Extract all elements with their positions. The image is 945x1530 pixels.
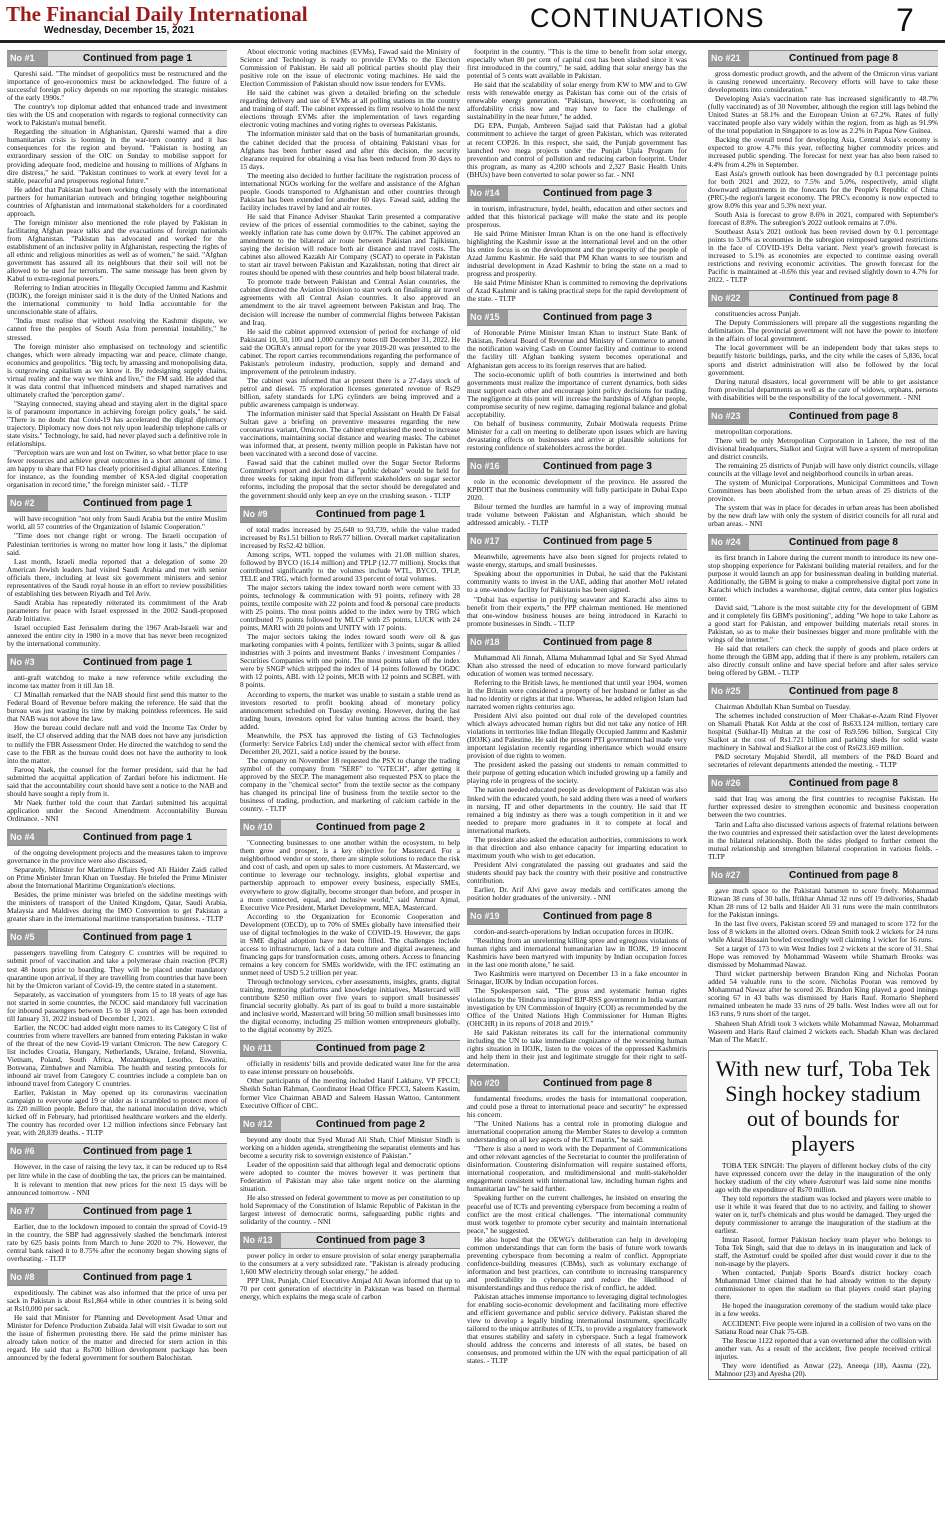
article-paragraph: Earlier, Pakistan in May opened up its coronavirus vaccination campaign to everyone aged 19 or older as it scrambled to protect more of its 220 million people. Before that, the national inoculation drive, which kicked off in February, had prioritised healthcare workers and the elderly. The country has recorded over 1.2 million infections since February last year, with 28,839 deaths. - TLTP (7, 1088, 227, 1138)
continued-from-label: Continued from page 1 (48, 1144, 227, 1159)
article-paragraph: Separately, as vaccination of youngsters from 15 to 18 years of age has not started in some countries, the NCOC said mandatory full vaccination for inbound passengers between 15 to 18 years of age has been extended till January 31, 2022 instead of December 1, 2021. (7, 989, 227, 1023)
article-paragraph: Regarding the situation in Afghanistan, Qureshi warned that a dire humanitarian crisis is looming in the war-torn country and it has consequences for the region and beyond. "Pakistan is hosting an extraordinary session of the OIC on Sunday to mobilise support for providing adequate food, medicine and housing to millions of Afghans in dire distress," he said. "Pakistan continues to work at every level for a stable, peaceful and prosperous regional future." (7, 127, 227, 185)
article-paragraph: of Honorable Prime Minister Imran Khan to instruct State Bank of Pakistan, Federal Board of Revenue and Ministry of Commerce to amend the notification waiving Cash on Counter facility and continue to extend the facility till Afghan banking system becomes operational and Afghanistan gets access to its foreign reserves that are halted. (467, 328, 687, 370)
continued-from-label: Continued from page 1 (48, 655, 227, 670)
article-paragraph: "Dubai has expertise in purifying seawater and Karachi also aims to benefit from their experts," the PPP chairman mentioned. He mentioned that one-window business houses are being introduced in Karachi to promote businesses in Sindh. - TLTP (467, 594, 687, 628)
continuation-article (467, 1075, 687, 1366)
article-paragraph: The system of Municipal Corporations, Municipal Committees and Town Committees has been abolished from the urban areas of 25 districts of the province. (708, 478, 938, 504)
article-paragraph: Referring to the British laws, he mentioned that until year 1904, women in the Britain were considered a property of her husband or father as she had no identity or rights at that time. Whereas, he added religion Islam had narrated women rights centuries ago. (467, 677, 687, 711)
continuation-header (7, 1143, 227, 1160)
continued-from-label: Continued from page 3 (508, 459, 687, 474)
masthead (0, 0, 945, 40)
continued-from-label: Continued from page 8 (749, 776, 938, 791)
feature-headline: With new turf, Toba Tek Singh hockey stadium out of bounds for players (715, 1055, 931, 1156)
continued-from-label: Continued from page 1 (281, 507, 460, 522)
continuation-article (7, 1203, 227, 1263)
column-1 (7, 48, 227, 1526)
column-3 (467, 48, 687, 1526)
article-number: No #14 (467, 186, 508, 201)
continuation-article (7, 1269, 227, 1362)
article-paragraph: The cabinet was informed that at present there is a 27-days stock of petrol and diesel. 75 exploration licenses generated revenue of Rs29 billion, safety standards for LPG cylinders are being improved and a public awareness campaign is underway. (240, 375, 460, 410)
continuation-header (240, 1116, 460, 1133)
continued-from-label: Continued from page 2 (281, 820, 460, 835)
continued-from-label: Continued from page 3 (508, 186, 687, 201)
continuation-article (240, 48, 460, 500)
masthead-rule (0, 40, 945, 43)
article-number: No #25 (708, 684, 749, 699)
article-number: No #16 (467, 459, 508, 474)
article-paragraph: The schemes included construction of Meer Chakar-e-Azam Rind Flyover on Shamali Phatak Kot Adda at the cost of Rs633.124 million, tertiary care hospital (Sukhar-II) Multan at the cost of Rs9.596 billion, Surgical City Sialkot at the cost of Rs1.721 billion and parking sheds for solid waste machinery in Sahiwal and Sialkot at the cost of Rs623.169 million. (708, 711, 938, 753)
article-paragraph: "The United Nations has a central role in promoting dialogue and international cooperation among the Member States to develop a common understanding on all key aspects of the ICT matrix," he said. (467, 1119, 687, 1145)
article-paragraph: The major sectors taking the index toward north were cement with 33 points, technology & communication with 91 points, refinery with 28 points, textile composite with 22 points and food & personal care products with 25 points. The most points added to the index were by TRG which contributed 75 points followed by MLCF with 25 points, LUCK with 24 points, MARI with 20 points and UNITY with 17 points. (240, 582, 460, 633)
article-number: No #24 (708, 535, 749, 550)
article-paragraph: PPP Unit, Punjab, Chief Executive Amjad Ali Awan informed that up to 70 per cent generation of electricity in Pakistan was based on thermal energy, which explains the mega scale of carbon (240, 1276, 460, 1302)
article-paragraph: On behalf of business community, Zubair Motiwala requests Prime Minister for a call on meeting to deliberate upon issues which are having devastating effects on businesses and arrive at plausible solutions for restoring confidence of stakeholders across the border. (467, 418, 687, 452)
article-number: No #27 (708, 868, 749, 883)
continuation-article (708, 775, 938, 860)
article-paragraph: CJ Minallah remarked that the NAB should first send this matter to the Federal Board of Revenue before making the reference. He said that the bureau was just wasting its time by making pointless references. He said that NAB was not above the law. (7, 690, 227, 724)
article-paragraph: He said that the scalability of solar energy from KW to MW and to GW rests with renewable energy as Pakistan has come out of the crisis of renewable energy generation. "Pakistan, however, is confronting an affordability crisis now and may have to face the challenge of sustainability in the near future," he added. (467, 80, 687, 122)
continuation-header (7, 495, 227, 512)
continuation-header (7, 1203, 227, 1220)
article-number: No #5 (7, 930, 48, 945)
continuation-header (467, 908, 687, 925)
article-paragraph: Meanwhile, agreements have also been signed for projects related to waste energy, startups, and small businesses. (467, 552, 687, 570)
article-paragraph: The socio-economic uplift of both countries is intertwined and both governments must realize the importance of current dynamics, both sides must support each other and encourage joint policy decisions for trading. The negligence at this point will increase the hardships of Afghan people, compromise security of new regime, damaging regional balance and global acceptability. (467, 369, 687, 419)
article-paragraph: gross domestic product growth, and the advent of the Omicron virus variant is causing renewed uncertainty. Recovery efforts will have to take these developments into consideration." (708, 69, 938, 95)
article-paragraph: Muhammad Ali Jinnah, Allama Muhammad Iqbal and Sir Syed Ahmad Khan also stressed the need of education to move forward particularly education of women was termed necessary. (467, 652, 687, 678)
continuation-article (708, 534, 938, 677)
continuation-header (708, 867, 938, 884)
article-paragraph: How the bureau could declare null and void the Income Tax Order by itself, the CJ observed adding that the NAB does not have any jurisdiction to nullify the FBR Assessment Order. He directed the watchdog to send the case to the FBR as the bureau could does not have the authority to look into the matter. (7, 723, 227, 765)
article-paragraph: According to the Organization for Economic Cooperation and Development (OECD), up to 70% of SMEs globally have intensified their use of digital technologies in the wake of COVID-19. However, the gaps in SME digital adoption have not been filled. The challenges include access to infrastructure, lack of a data culture and digital awareness, and financing gaps for transformation costs, among others. Access to financing remains a key concern for SMEs worldwide, with the IFC estimating an unmet need of USD 5.2 trillion per year. (240, 911, 460, 977)
article-paragraph: fundamental freedoms, erodes the basis for international cooperation, and could pose a threat to international peace and security" he expressed his concern. (467, 1093, 687, 1120)
article-paragraph: East Asia's growth outlook has been downgraded by 0.1 percentage points for both 2021 and 2022, to 7.5% and 5.0%, respectively, amid slight downward adjustments in the forecasts for the People's Republic of China (PRC)-the region's largest economy. The PRC's economy is now expected to grow 8.0% this year and 5.3% next year. (708, 168, 938, 210)
continued-from-label: Continued from page 3 (281, 1233, 460, 1248)
article-paragraph: The company on November 18 requested the PSX to change the trading symbol of the company from "SERF" to "GTECH", after getting it approved by the SECP. The management also requested PSX to place the company in the "chemical sector" from the textile sector as the company has changed its principal line of business from the textile sector to the business of trading, production, and marketing of calcium carbide in the country. - TLTP (240, 755, 460, 814)
article-paragraph: Other participants of the meeting included Hanif Lakhany, VP FPCCI; Sheikh Sultan Rahman, Coordinator Head Office FPCCI, Saleem Kassim, former Vice Chairman ABAD and Saleem Hassan Wattoo, Cantonment Executive Officer of CBC. (240, 1076, 460, 1110)
article-paragraph: The foreign minister also emphasised on technology and scientific changes, which were already impacting war and peace, climate change, economics and geopolitics. "Big tech, by amassing and monopolising data, is outgrowing capitalism as we know it. By redesigning supply chains, virtual reality and the way we think and live," the FM said. He added that it was data control that influenced mindsets and shaped narratives and ultimately crafted the 'perception game'. (7, 341, 227, 399)
article-paragraph: Earlier, Dr. Arif Alvi gave away medals and certificates among the position holder graduates of the university. - NNI (467, 885, 687, 903)
article-number: No #6 (7, 1144, 48, 1159)
continuation-header (240, 1040, 460, 1057)
article-paragraph: About electronic voting machines (EVMs), Fawad said the Ministry of Science and Technology is ready to provide EVMs to the Election Commission of Pakistan. He said all political parties should play their positive role on the issue of electronic voting machines. He said the Election Commission of Pakistan should now issue tenders for EVMs. (240, 48, 460, 89)
feature-paragraph: The Rescue 1122 reported that a van overturned after the collision with another van. As a result of the accident, five people received critical injuries. (715, 1335, 931, 1361)
continuation-article (240, 819, 460, 1034)
continuation-article (708, 290, 938, 402)
article-paragraph: He also hoped that the OEWG's deliberation can help in developing common understandings that can form the basis of future work towards preventing cyberspace from becoming a realm of conflict. Appropriate confidence-building measures (CBMs), such as voluntary exchange of information and best practices, can contribute to increasing transparency and predictability in cyberspace and reduce the likelihood of misunderstandings and thus reduce the risk of conflict, he added. (467, 1234, 687, 1292)
continuation-header (7, 1269, 227, 1286)
article-paragraph: The major sectors taking the index toward south were oil & gas marketing companies with 4 points, fertilizer with 3 points, sugar & allied industries with 3 points and investment Banks / investment Companies / Securities Companies with one point. The most points taken off the index were by SNGP which stripped the index of 14 points followed by OGDC with 12 points, ABL with 12 points, MCB with 12 points and SCBPL with 8 points. (240, 632, 460, 690)
article-number: No #7 (7, 1204, 48, 1219)
article-number: No #17 (467, 534, 508, 549)
continuation-article (240, 506, 460, 814)
continued-from-label: Continued from page 8 (749, 684, 938, 699)
article-paragraph: The country's top diplomat added that enhanced trade and investment ties with the US and cooperation with regards to regional connectivity can work to Pakistan's mutual benefit. (7, 102, 227, 128)
article-paragraph: Referring to Indian atrocities in Illegally Occupied Jammu and Kashmir (IIOJK), the foreign minister said it is the duty of the United Nations and the international community to hold India accountable for the unconscionable state of affairs. (7, 283, 227, 317)
article-paragraph: Earlier, the NCOC had added eight more names to its Category C list of countries from where travellers are banned from entering Pakistan in wake of the threat of the new Covid-19 variant Omicron. The new Category C list includes Croatia, Hungary, Netherlands, Ukraine, Ireland, Slovenia, Vietnam, Poland, South Africa, Mozambique, Lesotho, Eswatini, Botswana, Zimbabwe and Namibia. The health and testing protocols for inbound air travel from Category C countries include a complete ban on inbound travel from Category C countries. (7, 1022, 227, 1089)
column-2 (240, 48, 460, 1526)
article-paragraph: The Spokesperson said, "The gross and systematic human rights violations by the 'Hindutva inspired' BJP-RSS government in India warrant investigation by UN Commission of Inquiry (COI) as recommended by the Office of the United Nations High Commissioner for Human Rights (OHCHR) in its reports of 2018 and 2019." (467, 986, 687, 1028)
article-paragraph: He said the cabinet was given a detailed briefing on the schedule regarding delivery and use of EVMs at all polling stations in the country and training of staff. The cabinet expressed its firm resolve to hold the next elections through EVMs after the implementation of laws regarding electronic voting machines and voting rights to overseas Pakistanis. (240, 88, 460, 130)
article-paragraph: Backing the overall trend for developing Asia, Central Asia's economy is expected to grow 4.7% this year, reflecting higher commodity prices and increased public spending. The forecast for next year has also been raised to 4.4% from 4.2% in September. (708, 135, 938, 169)
article-paragraph: will have recognition "not only from Saudi Arabia but the entire Muslim world, all 57 countries of the Organization of Islamic Cooperation." (7, 514, 227, 532)
continued-from-label: Continued from page 1 (48, 930, 227, 945)
article-paragraph: "Connecting businesses to one another within the ecosystem, to help them grow and prosper, is a key objective for Mastercard. For a neighborhood vendor or store, there are simple solutions to reduce the risk and cost of cash, and open up sales to more customers. At Mastercard, we continue to leverage our technology, insights, global expertise and partnership approach to empower every business, especially SMEs, everywhere to grow digitally, become stronger than before, and prosper in a more connected, equal, and inclusive world," said Ammar Ajmal, Executive Vice President, Market Development, MEA, Mastercard. (240, 838, 460, 912)
article-number: No #22 (708, 291, 749, 306)
article-paragraph: "There is also a need to work with the Department of Communications and other relevant agencies of the Secretariat to counter the proliferation of disinformation. Countering disinformation will require sustained efforts, international cooperation, and multidimensional and multi-stakeholder engagement consistent with international law, including human rights and humanitarian law" he said further. (467, 1144, 687, 1194)
article-paragraph: Meanwhile, the PSX has approved the listing of G3 Technologies (formerly: Service Fabrics Ltd) under the chemical sector with effect from December 20, 2021, said a notice issued by the bourse. (240, 730, 460, 756)
continued-from-label: Continued from page 1 (48, 1270, 227, 1285)
article-paragraph: Among scrips, WTL topped the volumes with 21.08 million shares, followed by BYCO (16.14 million) and TPLP (12.77 million). Stocks that contributed significantly to the volumes include WTL, BYCO, TPLP, TELE and TRG, which formed around 33 percent of total volumes. (240, 549, 460, 583)
article-number: No #3 (7, 655, 48, 670)
article-paragraph: During natural disasters, local government will be able to get assistance from provincial departments as well as the care of widows, orphans, persons with disabilities will be the responsibility of the local government. - NNI (708, 376, 938, 402)
continuation-article (467, 533, 687, 627)
continuation-article (7, 50, 227, 489)
article-paragraph: Farooq Naek, the counsel for the former president, said that he had submitted the acquittal application of Zardari before his indictment. He said that the accountability court should have sent a notice to the NAB and should have sought a reply from it. (7, 764, 227, 798)
article-number: No #8 (7, 1270, 48, 1285)
article-paragraph: President Alvi also pointed out dual role of the developed countries which always advocated human rights but did not take any notice of HR violations in territories like Indian Illegally Occupied Jammu and Kashmir (IIOJK) and Palestine. He said the present PTI government had made very important legislation recently regarding inheritance which would ensure provision of due rights to women. (467, 711, 687, 761)
article-paragraph: The system that was in place for decades in urban areas has been abolished by the new draft law with only the system of district councils for all rural and urban areas. - NNI (708, 503, 938, 529)
article-paragraph: In the last five overs, Pakistan scored 59 and managed to score 172 for the loss of 8 wickets in the allotted overs. Odean Smith took 2 wickets for 24 runs while Akeal Hussain bowled exceedingly well claiming 1 wicket for 16 runs. (708, 918, 938, 945)
continuation-header (467, 533, 687, 550)
article-paragraph: role in the economic development of the province. He assured the KPBOIT that the business community will fully participate in Dubai Expo 2020. (467, 477, 687, 503)
continued-from-label: Continued from page 1 (48, 830, 227, 845)
article-paragraph: Separately, Minister for Maritime Affairs Syed Ali Haider Zaidi called on Prime Minister Imran Khan on Tuesday. He briefed the Prime Minister about the International Maritime Organization's elections. (7, 865, 227, 891)
continuation-article (240, 1116, 460, 1227)
article-paragraph: President Alvi congratulated the passing out graduates and said the students should pay back the country with their positive and constructive contribution. (467, 859, 687, 885)
continuation-header (708, 408, 938, 425)
article-paragraph: It is relevant to mention that new prices for the next 15 days will be announced tomorrow. - NNI (7, 1179, 227, 1197)
feature-story (708, 1050, 938, 1380)
article-paragraph: The foreign minister also mentioned the role played by Pakistan in facilitating Afghan peace talks and the evacuations of foreign nationals from Afghanistan. "Pakistan has advocated and worked for the establishment of an inclusive polity in Afghanistan, respecting the rights of all ethnic and religious minorities as well as of women," he said. "Afghan government has assured all its neighbours that their soil will not be allowed to be used for terrorism. The same message has been given by Kabul to extra-regional powers." (7, 217, 227, 284)
article-paragraph: "Staying connected, staying ahead and staying alert in the digital space is of paramount importance in achieving foreign policy goals," he said. "There is no doubt that Covid-19 has accelerated the digital diplomacy trajectory. Diplomacy now does not rely upon leadership telephone calls or state visits." Technology, he said, had never played such a definitive role in relationships. (7, 398, 227, 449)
article-paragraph: The nation needed educated people as development of Pakistan was also linked with the educated youth, he said adding there was a need of workers in nursing, IT and other departments in the country. He said that IT remained a big industry as there was a tough competition in it and we needed to prepare more graduates in it to compete at local and international markets. (467, 785, 687, 835)
continued-from-label: Continued from page 2 (281, 1041, 460, 1056)
article-paragraph: P&D secretary Mujahid Sherdil, all members of the P&D Board and secretaries of relevant departments attended the meeting. - TLTP (708, 752, 938, 770)
continuation-header (240, 819, 460, 836)
continuation-header (7, 929, 227, 946)
article-paragraph: anti-graft watchdog to make a new reference while excluding the income tax matter from it till Jan 18. (7, 673, 227, 691)
continuation-header (240, 506, 460, 523)
continued-from-label: Continued from page 5 (508, 534, 687, 549)
article-paragraph: He said Pakistan reiterates its call for the international community including the UN to take immediate cognizance of the worsening human rights situation in IIOJK, listen to the voices of the oppressed Kashmiris and help them in their just and legitimate struggle for their right to self-determination. (467, 1027, 687, 1069)
continuation-article (7, 829, 227, 923)
article-paragraph: Developing Asia's vaccination rate has increased significantly to 48.7% (fully vaccinated) as of 30 November, although the region still lags behind the United States at 58.1% and the European Union at 67.2%. Rates of fully vaccinated people also vary widely within the region, from as high as 91.9% of the total population in Singapore to as low as 2.2% in Papua New Guinea. (708, 94, 938, 136)
continued-from-label: Continued from page 1 (48, 51, 227, 66)
article-paragraph: power policy in order to ensure provision of solar energy paraphernalia to the consumers at a very subsidized rate. "Pakistan is already producing 1,600 MW electricity through solar energy," he added. (240, 1251, 460, 1277)
article-paragraph: "Time does not change right or wrong. The Israeli occupation of Palestinian territories is wrong no matter how long it lasts," the diplomat said. (7, 531, 227, 557)
article-paragraph: Two Kashmiris were martyred on December 13 in a fake encounter in Srinagar, IIOJK by Indian occupation forces. (467, 969, 687, 987)
continuation-header (7, 50, 227, 67)
article-paragraph: "Perception wars are won and lost on Twitter, so what better place to use fewer resources and achieve great outcomes in a short amount of time. I am happy to share that FO has clearly prioritised digital alliances. Entering for instance, as the founding member of KSA-led digital cooperation organisation in record time," the foreign minister said. - TLTP (7, 448, 227, 490)
continued-from-label: Continued from page 8 (508, 909, 687, 924)
article-paragraph: cordon-and-search-operations by Indian occupation forces in IIOJK. (474, 927, 674, 937)
article-number: No #10 (240, 820, 281, 835)
continuation-header (467, 309, 687, 326)
article-number: No #21 (708, 51, 749, 66)
article-paragraph: Earlier, due to the lockdown imposed to contain the spread of Covid-19 in the country, the SBP had aggressively slashed the benchmark interest rate by 625 basis points from March to June 2020 to 7%. However, the central bank raised it to 8.75% after the economy began showing signs of overheating. - TLTP (7, 1221, 227, 1263)
continuation-article (467, 908, 687, 1069)
section-title: CONTINUATIONS (530, 3, 765, 33)
continuation-article (708, 867, 938, 1044)
article-paragraph: "Resulting from an unrelenting killing spree and egregious violations of human rights and international humanitarian law in IIOJK, 19 innocent Kashmiris have been martyred with impunity by Indian occupation forces in the last one month alone," he said. (467, 936, 687, 970)
continuation-header (467, 1075, 687, 1092)
article-paragraph: Through technology services, cyber assessments, insights, grants, digital training, mentoring platforms and knowledge initiatives, Mastercard will contribute $250 million over five years to support small businesses' financial security globally. As part of its goal to build a more sustainable and inclusive world, Mastercard will bring 50 million small businesses into the digital economy, including 25 million women entrepreneurs globally, to the digital economy by 2025. (240, 977, 460, 1035)
article-paragraph: The president also asked the education authorities, commissions to work in that direction and also enhance capacity for imparting education to maximum youth who wish to get education. (467, 834, 687, 860)
article-paragraph: Saudi Arabia has repeatedly reiterated its commitment of the Arab parameters for peace with Israel expressed in the 2002 Saudi-proposed Arab Initiative. (7, 597, 227, 623)
feature-paragraph: They told reporters the stadium was locked and players were unable to use it while it was feared that due to no activity, and failing to shower water on it, turf's chemicals and plus would be damaged. They urged the deputy commissioner to arrange the inauguration of the stadium at the earliest. (715, 1193, 931, 1236)
article-paragraph: The information minister said that Special Assistant on Health Dr Faisal Sultan gave a briefing on preventive measures regarding the new coronavirus variant, Omicron. The cabinet emphasised the need to increase vaccinations, maintaining social distance and wearing masks. The cabinet was informed that, at present, twenty million people in Pakistan have not been vaccinated with a second dose of vaccine. (240, 409, 460, 459)
article-paragraph: He said Prime Minister Imran Khan is on the one hand is effectively highlighting the Kashmir issue at the international level and on the other his entire focus is on the development and the prosperity of the people of Azad Jammu Kashmir. He said that PM Khan wants to see tourism and industrial development in Azad Kashmir to bring the state on a road to progress and prosperity. (467, 228, 687, 279)
article-paragraph: of total trades increased by 25,648 to 93,739, while the value traded increased by Rs1.51 billion to Rs6.77 billion. Overall market capitalization increased by Rs52.42 billion. (240, 524, 460, 550)
continued-from-label: Continued from page 1 (48, 1204, 227, 1219)
publication-name: The Financial Daily International (6, 2, 308, 26)
article-number: No #9 (240, 507, 281, 522)
article-number: No #18 (467, 635, 508, 650)
article-paragraph: Last month, Israeli media reported that a delegation of some 20 American Jewish leaders had visited Saudi Arabia and met with senior officials there, including at least six government ministers and senior representatives of the Saudi royal house in an effort to review possibilities of establishing ties between Riyadh and Tel Aviv. (7, 556, 227, 598)
article-number: No #19 (467, 909, 508, 924)
article-paragraph: DG EPA, Punjab, Ambreen Sajjad said that Pakistan had a global commitment to achieve the target of green Pakistan, which was reiterated at recent COP26. In this respect, she said, the Punjab government has launched two mega projects under the Punjab Ujala Program for prevention and control of pollution and reducing carbon footprint. Under this program, as many as 4,200 schools and 2,327 Basic Health Units (BHUs) have been converted to solar power so far. - NNI (467, 121, 687, 179)
article-paragraph: Qureshi said. "The mindset of geopolitics must be restructured and the importance of geo-economics must be acknowledged. The future of a successful foreign policy depends on our reporting the strategic mistakes of the early 1990s." (7, 69, 227, 103)
article-paragraph: of the ongoing development projects and the measures taken to improve governance in the province were also discussed. (7, 847, 227, 866)
article-paragraph: beyond any doubt that Syed Murad Ali Shah, Chief Minister Sindh is working on a hidden agenda, strengthening the separatist elements and has become a security risk to sovereign existence of Pakistan." (240, 1134, 460, 1160)
continuation-header (708, 534, 938, 551)
continuation-header (7, 654, 227, 671)
article-paragraph: Speaking about the opportunities in Dubai, he said that the Pakistani community wants to invest in the UAE, adding that another MoU related to a one-window facility for Pakistanis has been signed. (467, 569, 687, 595)
article-paragraph: expeditiously. The cabinet was also informed that the price of urea per sack in Pakistan is about Rs1,864 while in other countries it is being sold at Rs10,000 per sack. (7, 1287, 227, 1313)
article-paragraph: gave much space to the Pakistani batsmen to score freely. Mohammad Rizwan 38 runs of 30 balls, Iftikhar Ahmad 32 runs off 19 deliveries, Shadab Khan 28 runs of 12 balls and Haider Ali 31 runs were the main contributors for the Pakistan innings. (708, 885, 938, 919)
article-paragraph: Speaking further on the current challenges, he insisted on ensuring the peaceful use of ICTs and preventing cyberspace from becoming a realm of conflict are the most critical challenges. "The international community must work together to promote cyber security and maintain international peace," he suggested. (467, 1193, 687, 1235)
article-paragraph: There will be only Metropolitan Corporation in Lahore, the rest of the divisional headquarters, Sialkot and Gujrat will have a system of metropolitan and district councils. (708, 435, 938, 461)
continuation-article (708, 50, 938, 284)
continued-from-label: Continued from page 8 (749, 535, 938, 550)
continuation-header (467, 185, 687, 202)
article-number: No #13 (240, 1233, 281, 1248)
article-paragraph: Pakistan attaches immense importance to leveraging digital technologies for enabling socio-economic development and facilitating more effective and efficient governance and public service delivery. Pakistan shared the view to develop a legally binding international instrument, specifically tailored to the unique attributes of ICTs, to provide a regulatory framework that ensures stability and safety in cyberspace. Such a legal framework should address the concerns and interests of all states, be based on consensus, and promoted within the UN with the equal participation of all states. - TLTP (467, 1292, 687, 1366)
article-paragraph: Tarin and Lafta also discussed various aspects of fraternal relations between the two countries and expressed their satisfaction over the latest developments in the bilateral relationship. Both the sides pledged to further cement the mutual relationship and strengthen bilateral cooperation in various fields. - TLTP (708, 819, 938, 861)
column-4 (708, 48, 938, 1526)
article-paragraph: The local government will be an independent body that takes steps to beautify historic buildings, parks, and the city while the cases of 5,836, local sports and district administration will also be followed by the local government. (708, 343, 938, 377)
article-paragraph: The meeting also decided to further facilitate the registration process of international NGOs working for the welfare and assistance of the Afghan people. Goods transported to Afghanistan and other countries through Pakistan has been extended for another 60 days. Fawad said, adding the facility includes travel by land and air routes. (240, 170, 460, 212)
article-paragraph: Southeast Asia's 2021 outlook has been revised down by 0.1 percentage points to 3.0% as economies in the subregion reimposed targeted restrictions in the face of COVID-19's Delta variant. Next year's growth forecast is increased to 5.1% as economies are expected to continue easing overall restrictions and reviving economic activities. The growth forecast for the Pacific is maintained at -0.6% this year and revised slightly down to 4.7% for 2022. - TLTP (708, 226, 938, 285)
feature-paragraph: ACCIDENT: Five people were injured in a collision of two vans on the Satiana Road near Chak 75-GB. (715, 1318, 931, 1336)
continuation-article (240, 1040, 460, 1109)
continued-from-label: Continued from page 2 (281, 1117, 460, 1132)
article-paragraph: The information minister said that on the basis of humanitarian grounds, the cabinet decided that the process of obtaining Pakistani visas for Afghans has been further eased and after this decision, the security clearance required for obtaining a visa has been reduced from 30 days to 15 days. (240, 129, 460, 171)
article-paragraph: Set a target of 173 to win West Indies lost 2 wickets at the score of 31. Shai Hope was removed by Mohammad Waseem while Shamarh Brooks was dismissed by Mohammad Nawaz. (708, 944, 938, 970)
continuation-article (240, 1232, 460, 1301)
article-paragraph: He added that Pakistan had been working closely with the international partners for humanitarian outreach and bringing together neighbouring countries of Afghanistan and international stakeholders for a coordinated approach. (7, 184, 227, 218)
page-number: 7 (896, 2, 914, 38)
continuation-article (708, 408, 938, 529)
article-paragraph: He said Prime Minister Khan is committed to removing the deprivations of Azad Kashmir and is taking practical steps for the rapid development of the state. - TLTP (467, 278, 687, 304)
article-number: No #20 (467, 1076, 508, 1091)
article-paragraph: He said that Minister for Planning and Development Asad Umar and Minister for Defence Production Zubaida Jalal will visit Gwadar to sort out the issue of fishermen protesting there. He said the prime minister has already taken notice of the matter and directed for stern action in this regard. He said that a Rs700 billion development package has been announced by the federal government for southern Balochistan. (7, 1313, 227, 1363)
article-paragraph: However, in the case of raising the levy tax, it can be reduced up to Rs4 per litre while in the case of doubling the tax, the prices can be maintained. (7, 1162, 227, 1180)
continued-from-label: Continued from page 1 (48, 496, 227, 511)
article-paragraph: The Deputy Commissioners will prepare all the suggestions regarding the delimitation. The provincial government will not have the power to interfere in the affairs of local government. (708, 318, 938, 344)
article-paragraph: Leader of the opposition said that although legal and democratic options were adopted to counter the moves however it was pertinent that Federation of Pakistan may also take urgent notice on the alarming situation. (240, 1159, 460, 1193)
article-paragraph: officially in residents' bills and provide dedicated water line for the area to ease intense pressure on households. (240, 1059, 460, 1077)
continuation-article (7, 1143, 227, 1196)
continuation-article (467, 458, 687, 527)
continuation-header (467, 634, 687, 651)
article-number: No #26 (708, 776, 749, 791)
continuation-header (240, 1232, 460, 1249)
continuation-article (7, 654, 227, 823)
article-paragraph: Shaheen Shah Afridi took 3 wickets while Mohammad Nawaz, Mohammad Waseem and Haris Rauf claimed 2 wickets each. Shadab Khan was declared 'Man of The Match'. (708, 1018, 938, 1044)
article-paragraph: To promote trade between Pakistan and Central Asian countries, the cabinet directed the Aviation Division to start work on finalising air travel agreements with all Central Asian countries. It also approved an amendment to the air travel agreement between Pakistan and Iraq. The decision will increase the number of commercial flights between Pakistan and Iraq. (240, 277, 460, 327)
continued-from-label: Continued from page 8 (508, 1076, 687, 1091)
continuation-article (467, 48, 687, 179)
issue-date: Wednesday, December 15, 2021 (44, 25, 195, 36)
article-number: No #1 (7, 51, 48, 66)
article-paragraph: "India must realise that without resolving the Kashmir dispute, we cannot free the peoples of South Asia from perennial instability," he stressed. (7, 316, 227, 342)
continuation-header (467, 458, 687, 475)
article-paragraph: He also stressed on federal government to move as per constitution to up hold Supremacy of the Constitution of Islamic Republic of Pakistan in the largest interest of democratic norms, safeguarding public rights and solidarity of the country. - NNI (240, 1192, 460, 1227)
continued-from-label: Continued from page 8 (749, 291, 938, 306)
continued-from-label: Continued from page 8 (749, 51, 938, 66)
continuation-article (467, 185, 687, 304)
article-paragraph: metropolitan corporations. (715, 426, 793, 436)
article-paragraph: According to experts, the market was unable to sustain a stable trend as investors resorted to profit booking ahead of monetary policy announcement scheduled on Tuesday evening. However, during the last trading hours, investors opted for value hunting across the board, they added. (240, 689, 460, 731)
continuation-header (708, 290, 938, 307)
article-paragraph: He said that Finance Adviser Shaukat Tarin presented a comparative review of the prices of essential commodities to the cabinet, saying the weekly inflation rate has come down by 0.07%. The cabinet approved an amendment to the bilateral air route between Pakistan and Tajikistan, saying the decision will reduce both air distance and travel costs. The cabinet also allowed Kazakh Air Company (SCAT) to operate in Pakistan to start air travel between Pakistan and Kazakhstan, noting that direct air routes should be opened with these countries and help boost bilateral trade. (240, 211, 460, 278)
article-paragraph: He said the cabinet approved extension of period for exchange of old Pakistani 10, 50, 100 and 1,000 currency notes till December 31, 2022. He said the OGRA's annual report for the year 2019-20 was presented to the cabinet. The report carries recommendations regarding the performance of Pakistan's petroleum industry, production, supply and demand and improvement of the petroleum industry. (240, 326, 460, 376)
article-paragraph: Fawad said that the cabinet mulled over the Sugar Sector Reforms Committee's report and decided that a "public debate" would be held for three weeks for taking input from different stakeholders on sugar sector reforms, including the proposal that the sector should be deregulated and the government should only keep an eye on the crushing season. - TLTP (240, 458, 460, 500)
article-paragraph: David said, "Lahore is the most suitable city for the development of GBM and it completely fits GBM's positioning", adding "We hope to take Lahore as a good start for Pakistan, and empower building materials retail stores in Pakistan, so as to make their businesses bigger and more profitable with the wings of the internet." (708, 602, 938, 644)
continued-from-label: Continued from page 3 (508, 310, 687, 325)
article-paragraph: Israel occupied East Jerusalem during the 1967 Arab-Israeli war and annexed the entire city in 1980 in a move that has never been recognized by the international community. (7, 623, 227, 649)
article-paragraph: Mr Naek further told the court that Zardari submitted his acquittal application under the Second Amendment Accountability Bureau Ordinance. - NNI (7, 797, 227, 823)
continued-from-label: Continued from page 8 (508, 635, 687, 650)
article-paragraph: Besides, the prime minister was briefed on the sideline meetings with the ministers of transport of the United Kingdom, Qatar, Saudi Arabia, Malaysia and Maldives during the IMO Convention to get Pakistan a greater share in the international maritime transportation business. - TLTP (7, 890, 227, 924)
article-number: No #4 (7, 830, 48, 845)
article-number: No #15 (467, 310, 508, 325)
feature-paragraph: When contacted, Punjab Sports Board's district hockey coach Muhammad Umer claimed that he had already written to the deputy commissioner to open the stadium so that players could start playing there. (715, 1268, 931, 1302)
continuation-article (7, 495, 227, 648)
article-paragraph: in tourism, infrastructure, hydel, health, education and other sectors and added that this historical package will make the state and its people prosperous. (467, 203, 687, 229)
continuation-article (467, 634, 687, 902)
continuation-article (467, 309, 687, 452)
continuation-article (7, 929, 227, 1137)
continued-from-label: Continued from page 8 (749, 409, 938, 424)
article-paragraph: South Asia is forecast to grow 8.6% in 2021, compared with September's forecast of 8.8%. The subregion's 2022 outlook remains at 7.0%. (708, 209, 938, 227)
article-paragraph: Chairman Abdullah Khan Sumbal on Tuesday. (715, 702, 851, 711)
article-paragraph: passengers travelling from Category C countries will be required to submit proof of vaccination and take a polymerase chain reaction (PCR) test 48 hours prior to boarding. They will be placed under mandatory quarantine upon arrival, if they are travelling from countries that have been hit by the Omicron variant of Covid-19, the centre stated in a statement. (7, 948, 227, 990)
continuation-header (7, 829, 227, 846)
continuation-header (708, 683, 938, 700)
article-paragraph: footprint in the country. "This is the time to benefit from solar energy, especially when 80 per cent of capital cost has been slashed since it was first introduced in the country," he said, adding that solar energy has the potential of 5 cents watt available in Pakistan. (467, 48, 687, 81)
article-paragraph: He said that retailers can check the supply of goods and place orders at home through the GBM app, adding that if there is any problem, retailers can also directly consult online and have special before and after sales service being offered by GBM. - TLTP (708, 643, 938, 677)
continued-from-label: Continued from page 8 (749, 868, 938, 883)
article-paragraph: said that Iraq was among the first countries to recognise Pakistan. He further expressed desire to strengthen economic and business cooperation between the two countries. (708, 794, 938, 820)
continuation-header (708, 775, 938, 792)
article-number: No #12 (240, 1117, 281, 1132)
article-paragraph: The president asked the passing out students to remain committed to their purpose of getting education which included growing up a family and playing role in progress of the society. (467, 760, 687, 786)
article-paragraph: The remaining 25 districts of Punjab will have only district councils, village councils at the village level and neighborhood councils in urban areas. (708, 460, 938, 478)
feature-paragraph: He hoped the inauguration ceremony of the stadium would take place in a few weeks. (715, 1301, 931, 1319)
article-paragraph: its first branch in Lahore during the current month to introduce its new one-stop shopping experience for Pakistani building material retailers, and for the purpose it would launch an app for businessman dealing in building material. Additionally, the GBM is going to make a comprehensive digital port zone in Karachi which includes a warehouse, digital centre, data center plus logistics center. (708, 553, 938, 603)
article-number: No #11 (240, 1041, 281, 1056)
feature-paragraph: TOBA TEK SINGH: The players of different hockey clubs of the city have expressed concern over the delay in the inauguration of the only hockey stadium of the city where Astroturf was laid some nine months ago with the expenditure of Rs70 million. (715, 1160, 931, 1194)
feature-paragraph: They were identified as Anwar (22), Aneeqa (18), Aasma (22), Mahnoor (23) and Ayesha (20). (715, 1360, 931, 1378)
continuation-article (708, 683, 938, 769)
feature-paragraph: Imran Rasool, former Pakistan hockey team player who belongs to Toba Tek Singh, said that due to delays in its inauguration and lack of staff, the Astroturf could be spoiled after dust would cover it due to the non-usage by the players. (715, 1235, 931, 1269)
article-paragraph: Bilour termed the hurdles are harmful in a way of improving mutual trade volume between Pakistan and Afghanistan, which should be addressed amicably. - TLTP (467, 502, 687, 528)
continuation-header (708, 50, 938, 67)
article-number: No #2 (7, 496, 48, 511)
article-number: No #23 (708, 409, 749, 424)
article-paragraph: constituencies across Punjab. (715, 309, 801, 319)
article-paragraph: Third wicket partnership between Brandon King and Nicholas Pooran added 54 valuable runs to the score. Nicholas Pooran was removed by Mohammad Nawaz after he scored 26. Brandon King played a good innings scoring 67 in 43 balls was dismissed by Haris Rauf. Romario Shepherd remained unbeaten he made 33 runs of 29 balls. West Indies were all out for 163 runs, 9 runs short of the target. (708, 969, 938, 1019)
